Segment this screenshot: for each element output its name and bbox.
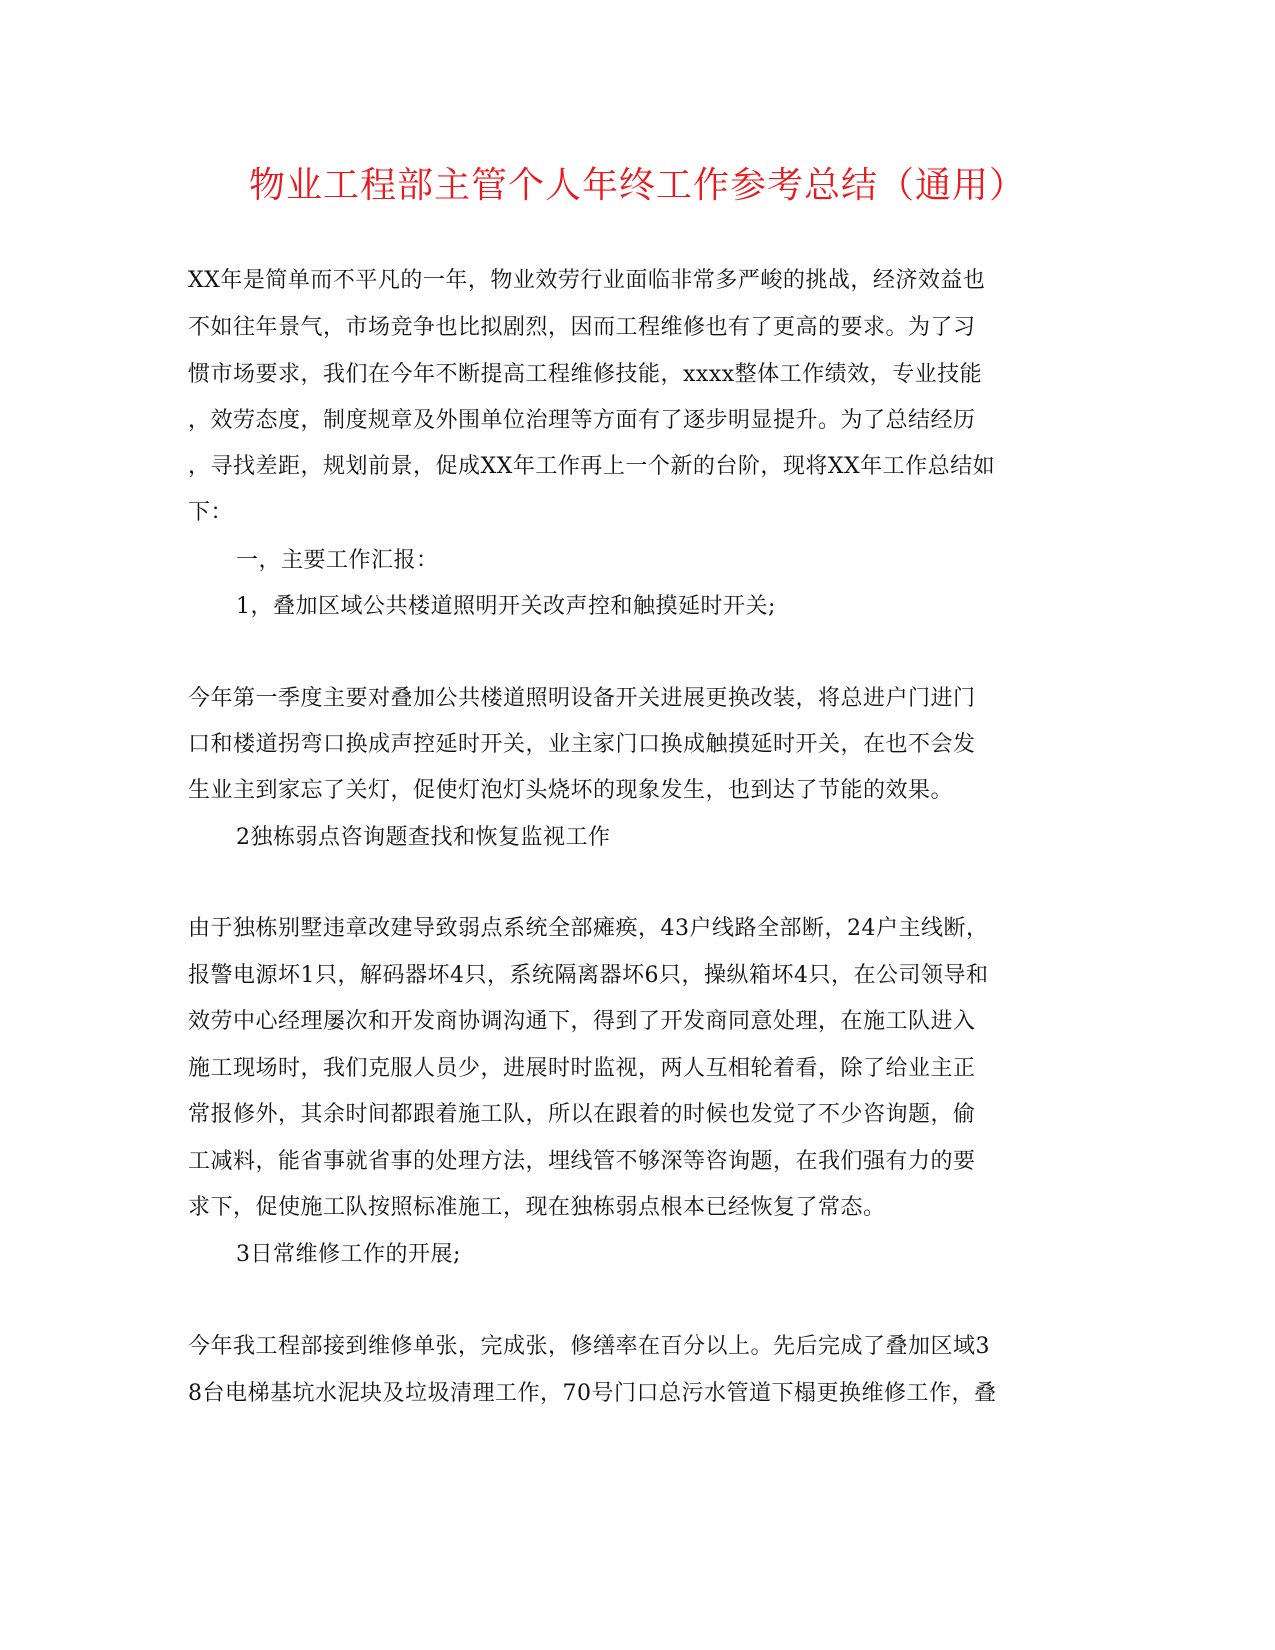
body-line: XX年是简单而不平凡的一年，物业效劳行业面临非常多严峻的挑战，经济效益也 xyxy=(188,268,986,293)
item-heading: 3日常维修工作的开展; xyxy=(236,1242,461,1267)
document-title: 物业工程部主管个人年终工作参考总结（通用） xyxy=(248,165,1026,206)
body-line: ，寻找差距，规划前景，促成XX年工作再上一个新的台阶，现将XX年工作总结如 xyxy=(188,454,996,479)
item-heading: 2独栋弱点咨询题查找和恢复监视工作 xyxy=(236,825,611,850)
body-line: 由于独栋别墅违章改建导致弱点系统全部瘫痪，43户线路全部断，24户主线断， xyxy=(188,916,989,941)
body-line: 下： xyxy=(188,500,234,525)
body-line: ，效劳态度，制度规章及外围单位治理等方面有了逐步明显提升。为了总结经历 xyxy=(188,408,976,433)
body-line: 报警电源坏1只，解码器坏4只，系统隔离器坏6只，操纵箱坏4只，在公司领导和 xyxy=(188,963,989,988)
body-line: 施工现场时，我们克服人员少，进展时时监视，两人互相轮着看，除了给业主正 xyxy=(188,1056,976,1081)
body-line: 求下，促使施工队按照标准施工，现在独栋弱点根本已经恢复了常态。 xyxy=(188,1195,886,1220)
body-line: 工减料，能省事就省事的处理方法，埋线管不够深等咨询题，在我们强有力的要 xyxy=(188,1149,976,1174)
body-line: 口和楼道拐弯口换成声控延时开关，业主家门口换成触摸延时开关，在也不会发 xyxy=(188,732,976,757)
body-line: 今年第一季度主要对叠加公共楼道照明设备开关进展更换改装，将总进户门进门 xyxy=(188,686,976,711)
body-line: 效劳中心经理屡次和开发商协调沟通下，得到了开发商同意处理，在施工队进入 xyxy=(188,1009,976,1034)
body-line: 不如往年景气，市场竞争也比拟剧烈，因而工程维修也有了更高的要求。为了习 xyxy=(188,315,976,340)
body-line: 8台电梯基坑水泥块及垃圾清理工作，70号门口总污水管道下榻更换维修工作，叠 xyxy=(188,1381,997,1406)
item-heading: 1，叠加区域公共楼道照明开关改声控和触摸延时开关; xyxy=(236,594,776,619)
body-line: 今年我工程部接到维修单张，完成张，修缮率在百分以上。先后完成了叠加区域3 xyxy=(188,1334,990,1359)
section-heading: 一，主要工作汇报： xyxy=(236,548,439,573)
body-line: 常报修外，其余时间都跟着施工队，所以在跟着的时候也发觉了不少咨询题，偷 xyxy=(188,1102,976,1127)
body-line: 惯市场要求，我们在今年不断提高工程维修技能，xxxx整体工作绩效，专业技能 xyxy=(188,362,983,387)
body-line: 生业主到家忘了关灯，促使灯泡灯头烧坏的现象发生，也到达了节能的效果。 xyxy=(188,778,954,803)
